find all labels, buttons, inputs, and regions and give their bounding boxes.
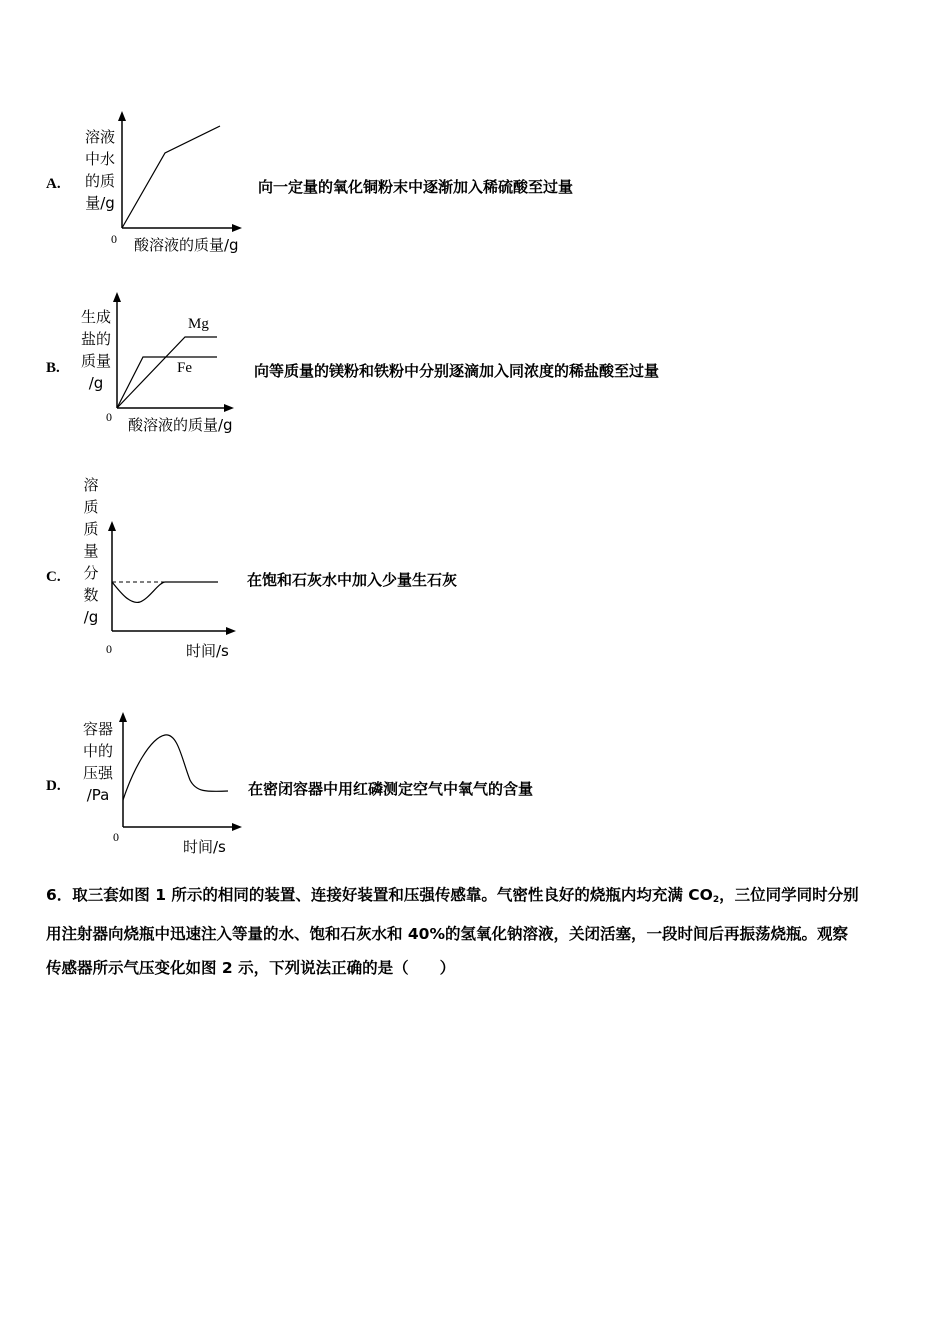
option-b-x-axis-label: 酸溶液的质量/g — [128, 416, 233, 434]
option-a-letter: A. — [46, 176, 61, 192]
option-c-origin: 0 — [106, 642, 112, 656]
option-b-fe-line — [117, 357, 217, 408]
option-a-x-arrow — [232, 224, 242, 232]
question-6-line-3: 传感器所示气压变化如图 2 示，下列说法正确的是（ ） — [46, 959, 456, 977]
question-6-line-1: 6．取三套如图 1 所示的相同的装置、连接好装置和压强传感靠。气密性良好的烧瓶内均充满 $CO_2$，三位同学同时分别 — [46, 886, 859, 905]
question-6-line-2: 用注射器向烧瓶中迅速注入等量的水、饱和石灰水和 40%的氢氧化钠溶液，关闭活塞，一段时间后再振荡烧瓶。观察 — [46, 925, 849, 943]
option-d-description: 在密闭容器中用红磷测定空气中氧气的含量 — [248, 780, 534, 798]
option-a-y-arrow — [118, 111, 126, 121]
option-b-mg-line — [117, 337, 217, 408]
option-b-series-fe: Fe — [177, 360, 192, 376]
option-c-curve — [112, 582, 218, 602]
option-a-x-axis-label: 酸溶液的质量/g — [134, 236, 239, 254]
option-d-x-arrow — [232, 823, 242, 831]
option-a-origin: 0 — [111, 232, 117, 246]
option-a-curve — [122, 126, 220, 228]
option-c-y-axis-label: 溶 质 质 量 分 数 /g — [83, 476, 99, 626]
option-a-y-axis-label: 溶液 中水 的质 量/g — [84, 128, 115, 212]
option-b-y-arrow — [113, 292, 121, 302]
option-a-description: 向一定量的氧化铜粉末中逐渐加入稀硫酸至过量 — [258, 178, 574, 196]
option-b-letter: B. — [46, 360, 60, 376]
option-d-origin: 0 — [113, 830, 119, 844]
option-b-x-arrow — [224, 404, 234, 412]
option-c-letter: C. — [46, 569, 61, 585]
question-6 — [46, 878, 908, 985]
option-b-series-mg: Mg — [188, 316, 209, 332]
option-d-letter: D. — [46, 778, 61, 794]
question-6-number: 6． — [46, 886, 73, 904]
option-d-x-axis-label: 时间/s — [183, 838, 226, 856]
option-d-curve — [123, 735, 228, 800]
option-d-y-arrow — [119, 712, 127, 722]
option-b-y-axis-label: 生成 盐的 质量 /g — [80, 308, 111, 392]
option-b-origin: 0 — [106, 410, 112, 424]
option-c-description: 在饱和石灰水中加入少量生石灰 — [247, 571, 458, 589]
option-b-description: 向等质量的镁粉和铁粉中分别逐滴加入同浓度的稀盐酸至过量 — [254, 362, 660, 380]
option-c-y-arrow — [108, 521, 116, 531]
option-d-y-axis-label: 容器 中的 压强 /Pa — [82, 720, 113, 804]
option-c-x-arrow — [226, 627, 236, 635]
option-c-x-axis-label: 时间/s — [186, 642, 229, 660]
